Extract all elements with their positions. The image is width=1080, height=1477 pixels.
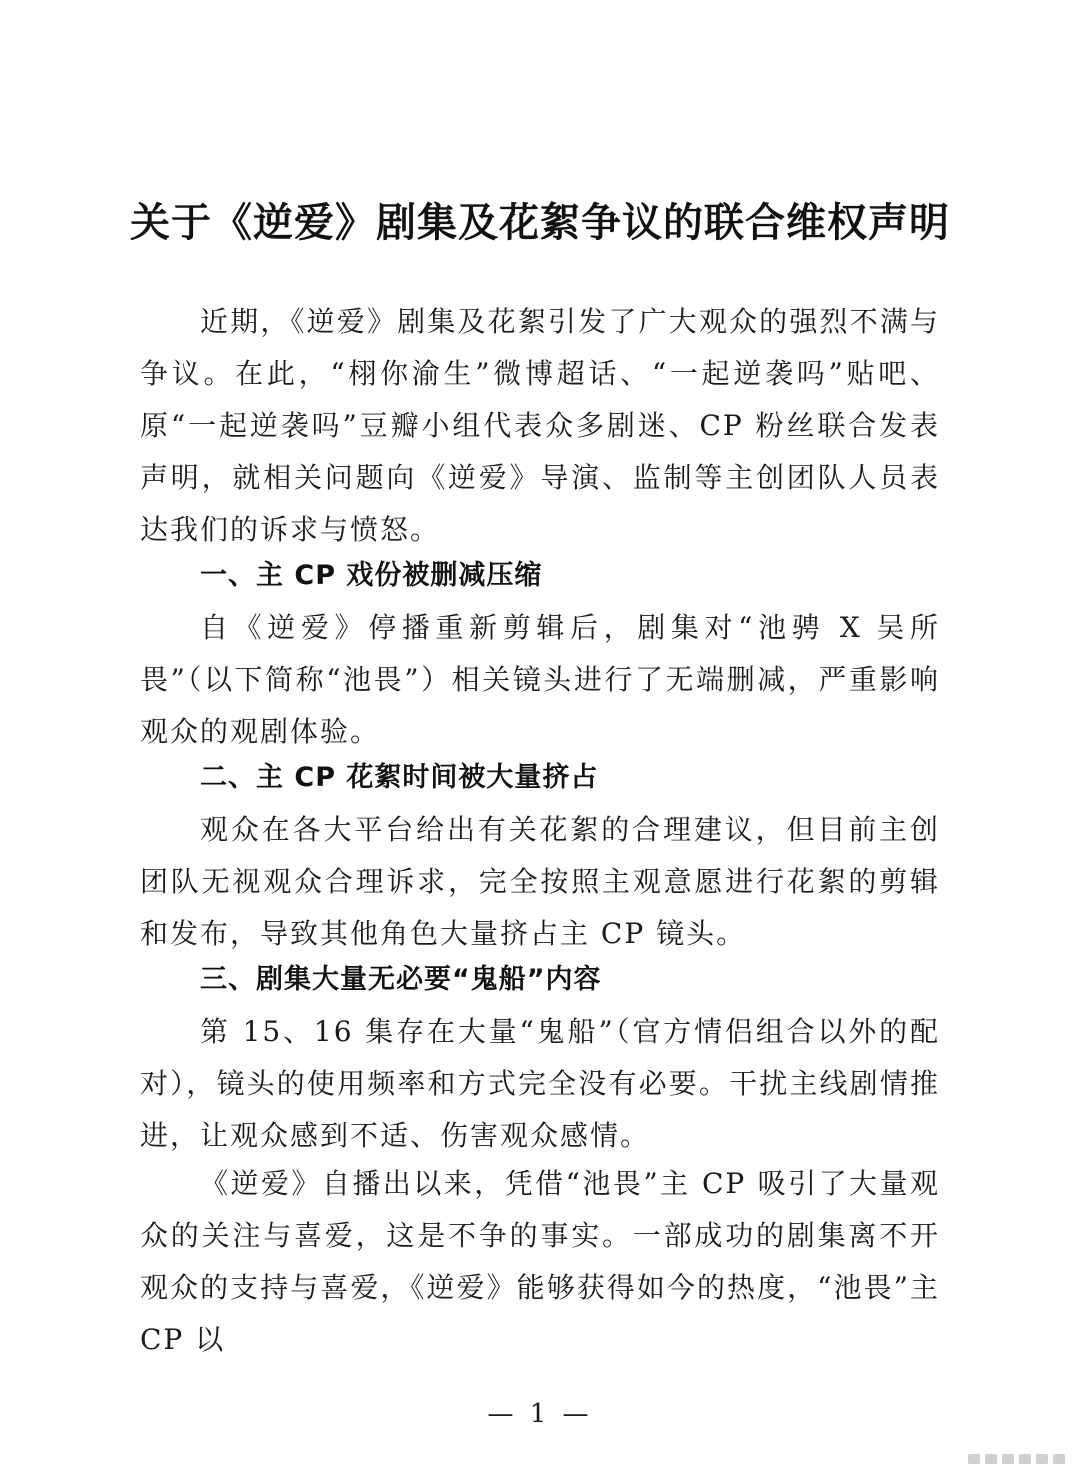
- section-2-paragraph: 观众在各大平台给出有关花絮的合理建议，但目前主创团队无视观众合理诉求，完全按照主观意愿进行花絮的剪辑和发布，导致其他角色大量挤占主 CP 镜头。: [140, 813, 940, 950]
- page-number: — 1 —: [487, 1399, 593, 1429]
- watermark-dot: [968, 1454, 980, 1464]
- document-title: 关于《逆爱》剧集及花絮争议的联合维权声明: [130, 200, 950, 246]
- watermark-dot: [1036, 1454, 1048, 1464]
- section-3-heading: 三、剧集大量无必要“鬼船”内容: [200, 964, 602, 995]
- section-3-paragraph: 第 15、16 集存在大量“鬼船”（官方情侣组合以外的配对），镜头的使用频率和方式完全没有必要。干扰主线剧情推进，让观众感到不适、伤害观众感情。: [140, 1015, 940, 1152]
- section-1-heading: 一、主 CP 戏份被删减压缩: [200, 560, 543, 591]
- section-1-paragraph: 自《逆爱》停播重新剪辑后，剧集对“池骋 X 吴所畏”（以下简称“池畏”）相关镜头进行了无端删减，严重影响观众的观剧体验。: [140, 611, 940, 748]
- watermark-dot: [985, 1454, 997, 1464]
- watermark-dots: [968, 1452, 1068, 1466]
- intro-paragraph: 近期，《逆爱》剧集及花絮引发了广大观众的强烈不满与争议。在此，“栩你渝生”微博超话、“一起逆袭吗”贴吧、原“一起逆袭吗”豆瓣小组代表众多剧迷、CP 粉丝联合发表声明，就相关问题向《逆爱》导演、监制等主创团队人员表达我们的诉求与愤怒。: [140, 305, 940, 546]
- closing-paragraph: 《逆爱》自播出以来，凭借“池畏”主 CP 吸引了大量观众的关注与喜爱，这是不争的事实。一部成功的剧集离不开观众的支持与喜爱，《逆爱》能够获得如今的热度，“池畏”主 CP 以: [140, 1167, 940, 1356]
- watermark-dot: [1053, 1454, 1065, 1464]
- section-2-heading: 二、主 CP 花絮时间被大量挤占: [200, 762, 599, 793]
- watermark-dot: [1002, 1454, 1014, 1464]
- watermark-dot: [1019, 1454, 1031, 1464]
